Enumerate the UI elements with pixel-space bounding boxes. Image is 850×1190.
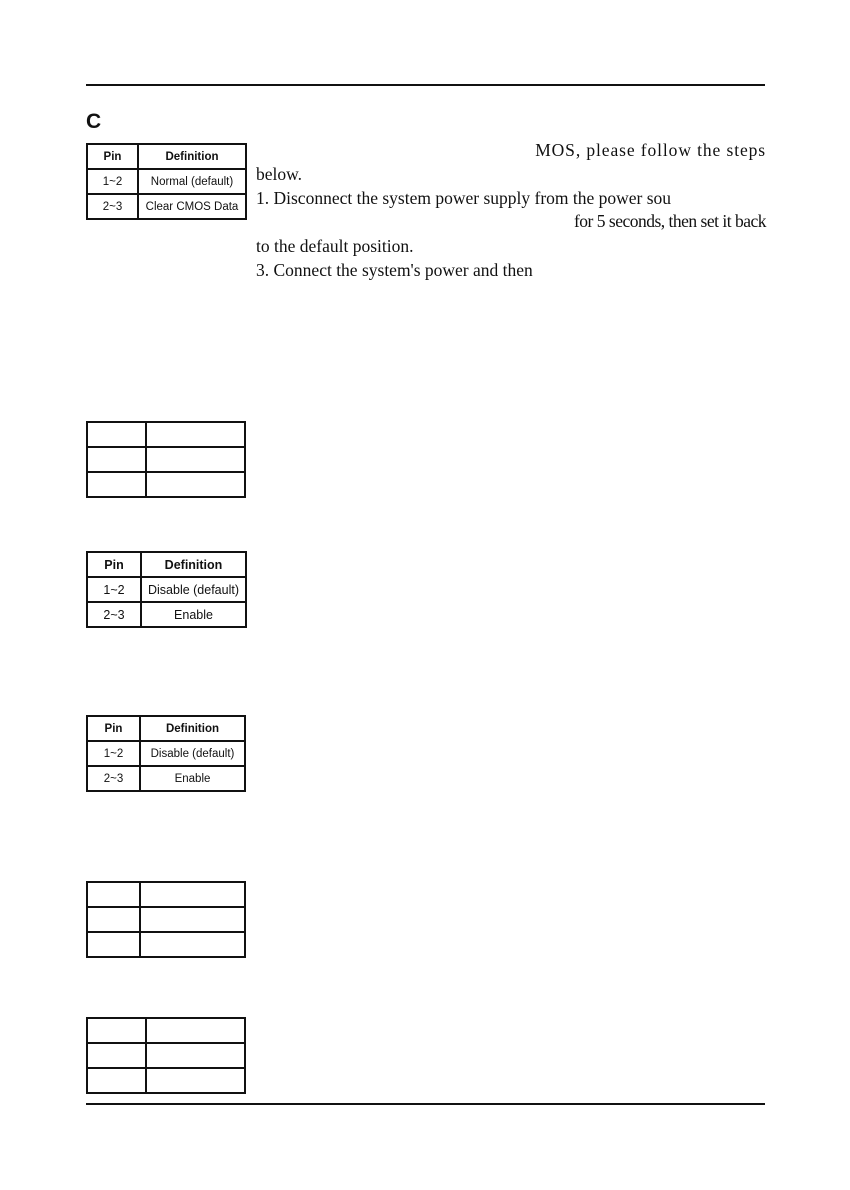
table-row — [87, 422, 245, 447]
text-line-2: below. — [256, 164, 303, 184]
pin-cell — [87, 472, 146, 497]
header-pin: Pin — [87, 716, 140, 741]
clear-cmos-table — [86, 143, 247, 220]
text-line-4: for 5 seconds, then set it back — [573, 211, 766, 231]
pin-cell: 2~3 — [87, 602, 141, 627]
header-pin: Pin — [87, 144, 138, 169]
table-header-row — [87, 552, 246, 577]
table-row — [87, 602, 246, 627]
pin-cell: 1~2 — [87, 741, 140, 766]
pin-cell: 1~2 — [87, 169, 138, 194]
table-row — [87, 169, 246, 194]
header-definition: Definition — [141, 552, 246, 577]
definition-cell: Clear CMOS Data — [138, 194, 246, 219]
setting-table-c — [86, 715, 246, 792]
header-rule — [86, 84, 765, 86]
definition-cell: Disable (default) — [140, 741, 245, 766]
pin-cell: 2~3 — [87, 194, 138, 219]
definition-cell — [146, 447, 245, 472]
header-pin: Pin — [87, 552, 141, 577]
table-row — [87, 932, 245, 957]
definition-cell: Enable — [141, 602, 246, 627]
table-row — [87, 766, 245, 791]
text-line-6: 3. Connect the system's power and then — [256, 260, 533, 280]
table-row — [87, 907, 245, 932]
definition-cell — [146, 472, 245, 497]
setting-table-b — [86, 551, 247, 628]
definition-cell — [140, 932, 245, 957]
definition-cell — [140, 882, 245, 907]
pin-cell — [87, 447, 146, 472]
section-heading: C — [86, 110, 102, 133]
blank-table-e — [86, 1017, 246, 1094]
pin-cell — [87, 932, 140, 957]
pin-cell — [87, 422, 146, 447]
pin-cell — [87, 907, 140, 932]
text-line-1: MOS, please follow the steps — [535, 140, 766, 160]
definition-cell: Disable (default) — [141, 577, 246, 602]
text-line-3: 1. Disconnect the system power supply from the power sou — [256, 188, 672, 208]
definition-cell: Normal (default) — [138, 169, 246, 194]
table-row — [87, 577, 246, 602]
header-definition: Definition — [140, 716, 245, 741]
table-row — [87, 882, 245, 907]
definition-cell — [146, 1043, 245, 1068]
table-row — [87, 1043, 245, 1068]
pin-cell: 1~2 — [87, 577, 141, 602]
definition-cell — [140, 907, 245, 932]
pin-cell: 2~3 — [87, 766, 140, 791]
footer-rule — [86, 1103, 765, 1105]
definition-cell: Enable — [140, 766, 245, 791]
table-header-row — [87, 144, 246, 169]
table-row — [87, 1068, 245, 1093]
definition-cell — [146, 1018, 245, 1043]
table-row — [87, 194, 246, 219]
definition-cell — [146, 422, 245, 447]
table-row — [87, 1018, 245, 1043]
header-definition: Definition — [138, 144, 246, 169]
text-line-5: to the default position. — [256, 236, 414, 256]
table-row — [87, 447, 245, 472]
blank-table-d — [86, 881, 246, 958]
pin-cell — [87, 882, 140, 907]
table-row — [87, 472, 245, 497]
table-row — [87, 741, 245, 766]
definition-cell — [146, 1068, 245, 1093]
pin-cell — [87, 1018, 146, 1043]
blank-table-a — [86, 421, 246, 498]
table-header-row — [87, 716, 245, 741]
pin-cell — [87, 1068, 146, 1093]
pin-cell — [87, 1043, 146, 1068]
